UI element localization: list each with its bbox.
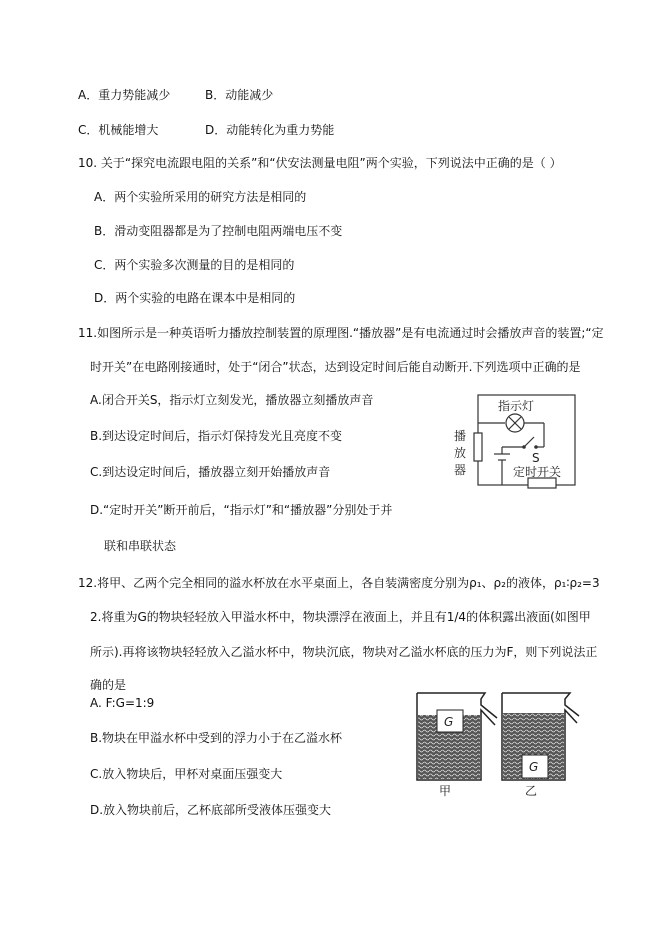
q12-stem-line3: 所示).再将该物块轻轻放入乙溢水杯中，物块沉底，物块对乙溢水杯底的压力为F，则下列说法正 bbox=[90, 645, 598, 659]
lamp-label: 指示灯 bbox=[498, 399, 535, 413]
q11-option-b: B.到达设定时间后，指示灯保持发光且亮度不变 bbox=[90, 429, 343, 443]
block-label-cup1: G bbox=[444, 715, 454, 729]
switch-label: S bbox=[532, 451, 540, 465]
q12-option-b: B.物块在甲溢水杯中受到的浮力小于在乙溢水杯 bbox=[90, 731, 343, 745]
q10-option-c: C．两个实验多次测量的目的是相同的 bbox=[94, 258, 295, 272]
block-label-cup2: G bbox=[529, 760, 539, 774]
q11-option-d-line2: 联和串联状态 bbox=[104, 539, 177, 553]
q12-stem-line1: 12.将甲、乙两个完全相同的溢水杯放在水平桌面上，各自装满密度分别为ρ₁、ρ₂的液体，ρ₁∶ρ₂=3 bbox=[78, 576, 600, 590]
q10-option-b: B．滑动变阻器都是为了控制电阻两端电压不变 bbox=[94, 224, 343, 238]
q12-option-a: A. F:G=1:9 bbox=[90, 696, 155, 710]
q10-option-a: A．两个实验所采用的研究方法是相同的 bbox=[94, 190, 307, 204]
q9-option-c: C．机械能增大 bbox=[78, 123, 159, 137]
q11-stem-line1: 11.如图所示是一种英语听力播放控制装置的原理图.“播放器”是有电流通过时会播放声音的装置;“定 bbox=[78, 326, 604, 340]
q11-option-d-line1: D.“定时开关”断开前后，“指示灯”和“播放器”分别处于并 bbox=[90, 503, 393, 517]
q11-stem-line2: 时开关”在电路刚接通时，处于“闭合”状态，达到设定时间后能自动断开.下列选项中正确的是 bbox=[90, 360, 581, 374]
q11-option-c: C.到达设定时间后，播放器立刻开始播放声音 bbox=[90, 465, 331, 479]
overflow-cups-figure bbox=[405, 685, 580, 800]
q10-stem: 10. 关于“探究电流跟电阻的关系”和“伏安法测量电阻”两个实验，下列说法中正确的是（ ） bbox=[78, 156, 562, 170]
player-label-1: 播 bbox=[454, 429, 467, 443]
player-label-2: 放 bbox=[454, 446, 467, 460]
q11-option-a: A.闭合开关S，指示灯立刻发光，播放器立刻播放声音 bbox=[90, 393, 374, 407]
cup2-label: 乙 bbox=[525, 784, 538, 798]
q12-option-d: D.放入物块前后，乙杯底部所受液体压强变大 bbox=[90, 803, 332, 817]
q12-stem-line4: 确的是 bbox=[90, 678, 127, 692]
q9-option-b: B．动能减少 bbox=[205, 88, 274, 102]
q12-option-c: C.放入物块后，甲杯对桌面压强变大 bbox=[90, 767, 283, 781]
q9-option-a: A．重力势能减少 bbox=[78, 88, 171, 102]
timer-label: 定时开关 bbox=[513, 465, 562, 479]
q12-stem-line2: 2.将重为G的物块轻轻放入甲溢水杯中，物块漂浮在液面上，并且有1/4的体积露出液面(如图甲 bbox=[90, 610, 591, 624]
cup1-label: 甲 bbox=[439, 784, 452, 798]
q10-option-d: D．两个实验的电路在课本中是相同的 bbox=[94, 291, 296, 305]
player-label-3: 器 bbox=[454, 463, 467, 477]
circuit-diagram bbox=[450, 390, 580, 490]
q9-option-d: D．动能转化为重力势能 bbox=[205, 123, 335, 137]
